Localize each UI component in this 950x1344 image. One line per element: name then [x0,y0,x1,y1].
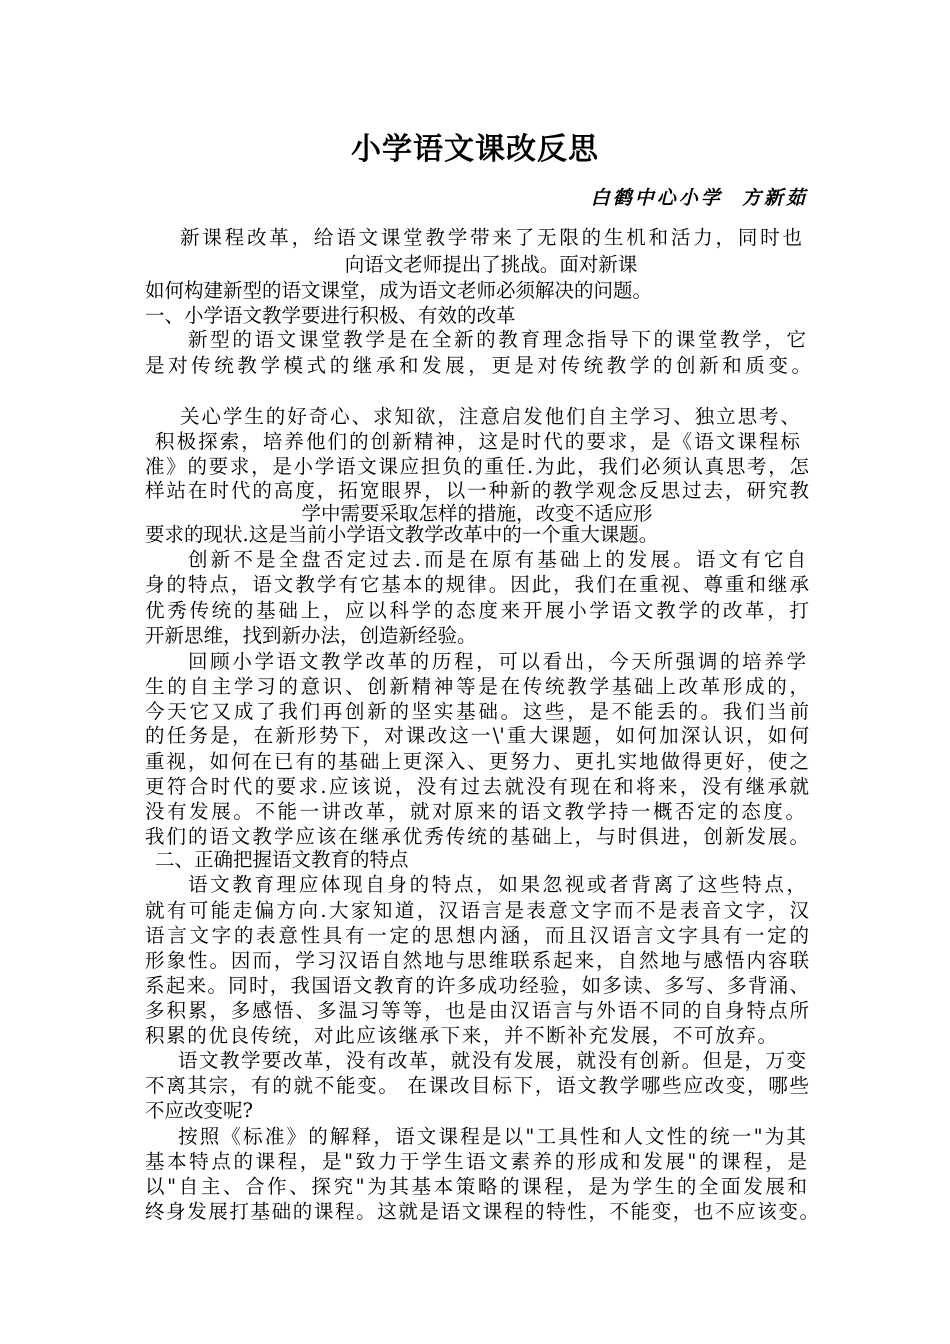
text-line: 重视，如何在已有的基础上更深入、更努力、更扎实地做得更好，使之 [145,750,809,773]
text-line: 身的特点，语文教学有它基本的规律。因此，我们在重视、尊重和继承 [145,573,809,596]
text-line: 按照《标准》的解释，语文课程是以"工具性和人文性的统一"为其 [178,1125,806,1148]
text-line: 更符合时代的要求.应该说，没有过去就没有现在和将来，没有继承就 [145,775,809,798]
text-line: 优秀传统的基础上，应以科学的态度来开展小学语文教学的改革，打 [145,599,809,622]
text-line: 学中需要采取怎样的措施，改变不适应形 [301,502,653,525]
text-line: 就有可能走偏方向.大家知道，汉语言是表意文字而不是表音文字，汉 [145,899,809,922]
text-line: 我们的语文教学应该在继承优秀传统的基础上，与时俱进，创新发展。 [145,825,809,848]
text-line: 开新思维，找到新办法，创造新经验。 [145,624,477,647]
text-line: 回顾小学语文教学改革的历程，可以看出，今天所强调的培养学 [188,650,806,673]
text-line: 没有发展。不能一讲改革，就对原来的语文教学持一概否定的态度。 [145,800,805,823]
text-line: 新课程改革，给语文课堂教学带来了无限的生机和活力，同时也 [180,226,802,249]
text-line: 语言文字的表意性具有一定的思想内涵，而且汉语言文字具有一定的 [145,924,809,947]
text-line: 积极探索，培养他们的创新精神，这是时代的要求，是《语文课程标 [155,430,800,453]
text-line: 以"自主、合作、探究"为其基本策略的课程，是为学生的全面发展和 [145,1175,807,1198]
text-line: 今天它又成了我们再创新的坚实基础。这些，是不能丢的。我们当前 [145,700,809,723]
section-heading: 一、小学语文教学要进行积极、有效的改革 [145,304,516,327]
text-line: 的任务是，在新形势下，对课改这一\'重大课题，如何加深认识，如何 [145,724,809,747]
text-line: 是对传统教学模式的继承和发展，更是对传统教学的创新和质变。 [145,354,811,377]
text-line: 不应改变呢? [145,1099,253,1122]
text-line: 向语文老师提出了挑战。面对新课 [344,253,638,276]
text-line: 终身发展打基础的课程。这就是语文课程的特性，不能变，也不应该变。 [145,1200,819,1223]
text-line: 不离其宗，有的就不能变。 在课改目标下，语文教学哪些应改变，哪些 [145,1074,809,1097]
text-line: 如何构建新型的语文课堂，成为语文老师必须解决的问题。 [145,279,653,302]
document-author: 白鹤中心小学 方新茹 [590,187,808,209]
text-line: 语文教学要改革，没有改革，就没有发展，就没有创新。但是，万变 [178,1049,806,1072]
text-line: 积累的优良传统，对此应该继承下来，并不断补充发展，不可放弃。 [145,1024,777,1047]
document-title: 小学语文课改反思 [351,132,599,167]
text-line: 新型的语文课堂教学是在全新的教育理念指导下的课堂教学，它 [188,328,806,351]
text-line: 生的自主学习的意识、创新精神等是在传统教学基础上改革形成的， [145,675,809,698]
text-line: 语文教育理应体现自身的特点，如果忽视或者背离了这些特点， [188,873,806,896]
text-line: 关心学生的好奇心、求知欲，注意启发他们自主学习、独立思考、 [180,405,800,428]
text-line: 多积累，多感悟、多温习等等，也是由汉语言与外语不同的自身特点所 [145,999,809,1022]
text-line: 要求的现状.这是当前小学语文教学改革中的一个重大课题。 [145,523,659,546]
text-line: 系起来。同时，我国语文教育的许多成功经验，如多读、多写、多背涌、 [145,974,809,997]
text-line: 准》的要求，是小学语文课应担负的重任.为此，我们必须认真思考，怎 [145,455,809,478]
text-line: 样站在时代的高度，拓宽眼界，以一种新的教学观念反思过去，研究教 [145,479,809,502]
section-heading: 二、正确把握语文教育的特点 [155,848,409,871]
text-line: 形象性。因而，学习汉语自然地与思维联系起来，自然地与感悟内容联 [145,949,809,972]
text-line: 创新不是全盘否定过去.而是在原有基础上的发展。语文有它自 [188,548,806,571]
text-line: 基本特点的课程，是"致力于学生语文素养的形成和发展"的课程，是 [145,1150,807,1173]
